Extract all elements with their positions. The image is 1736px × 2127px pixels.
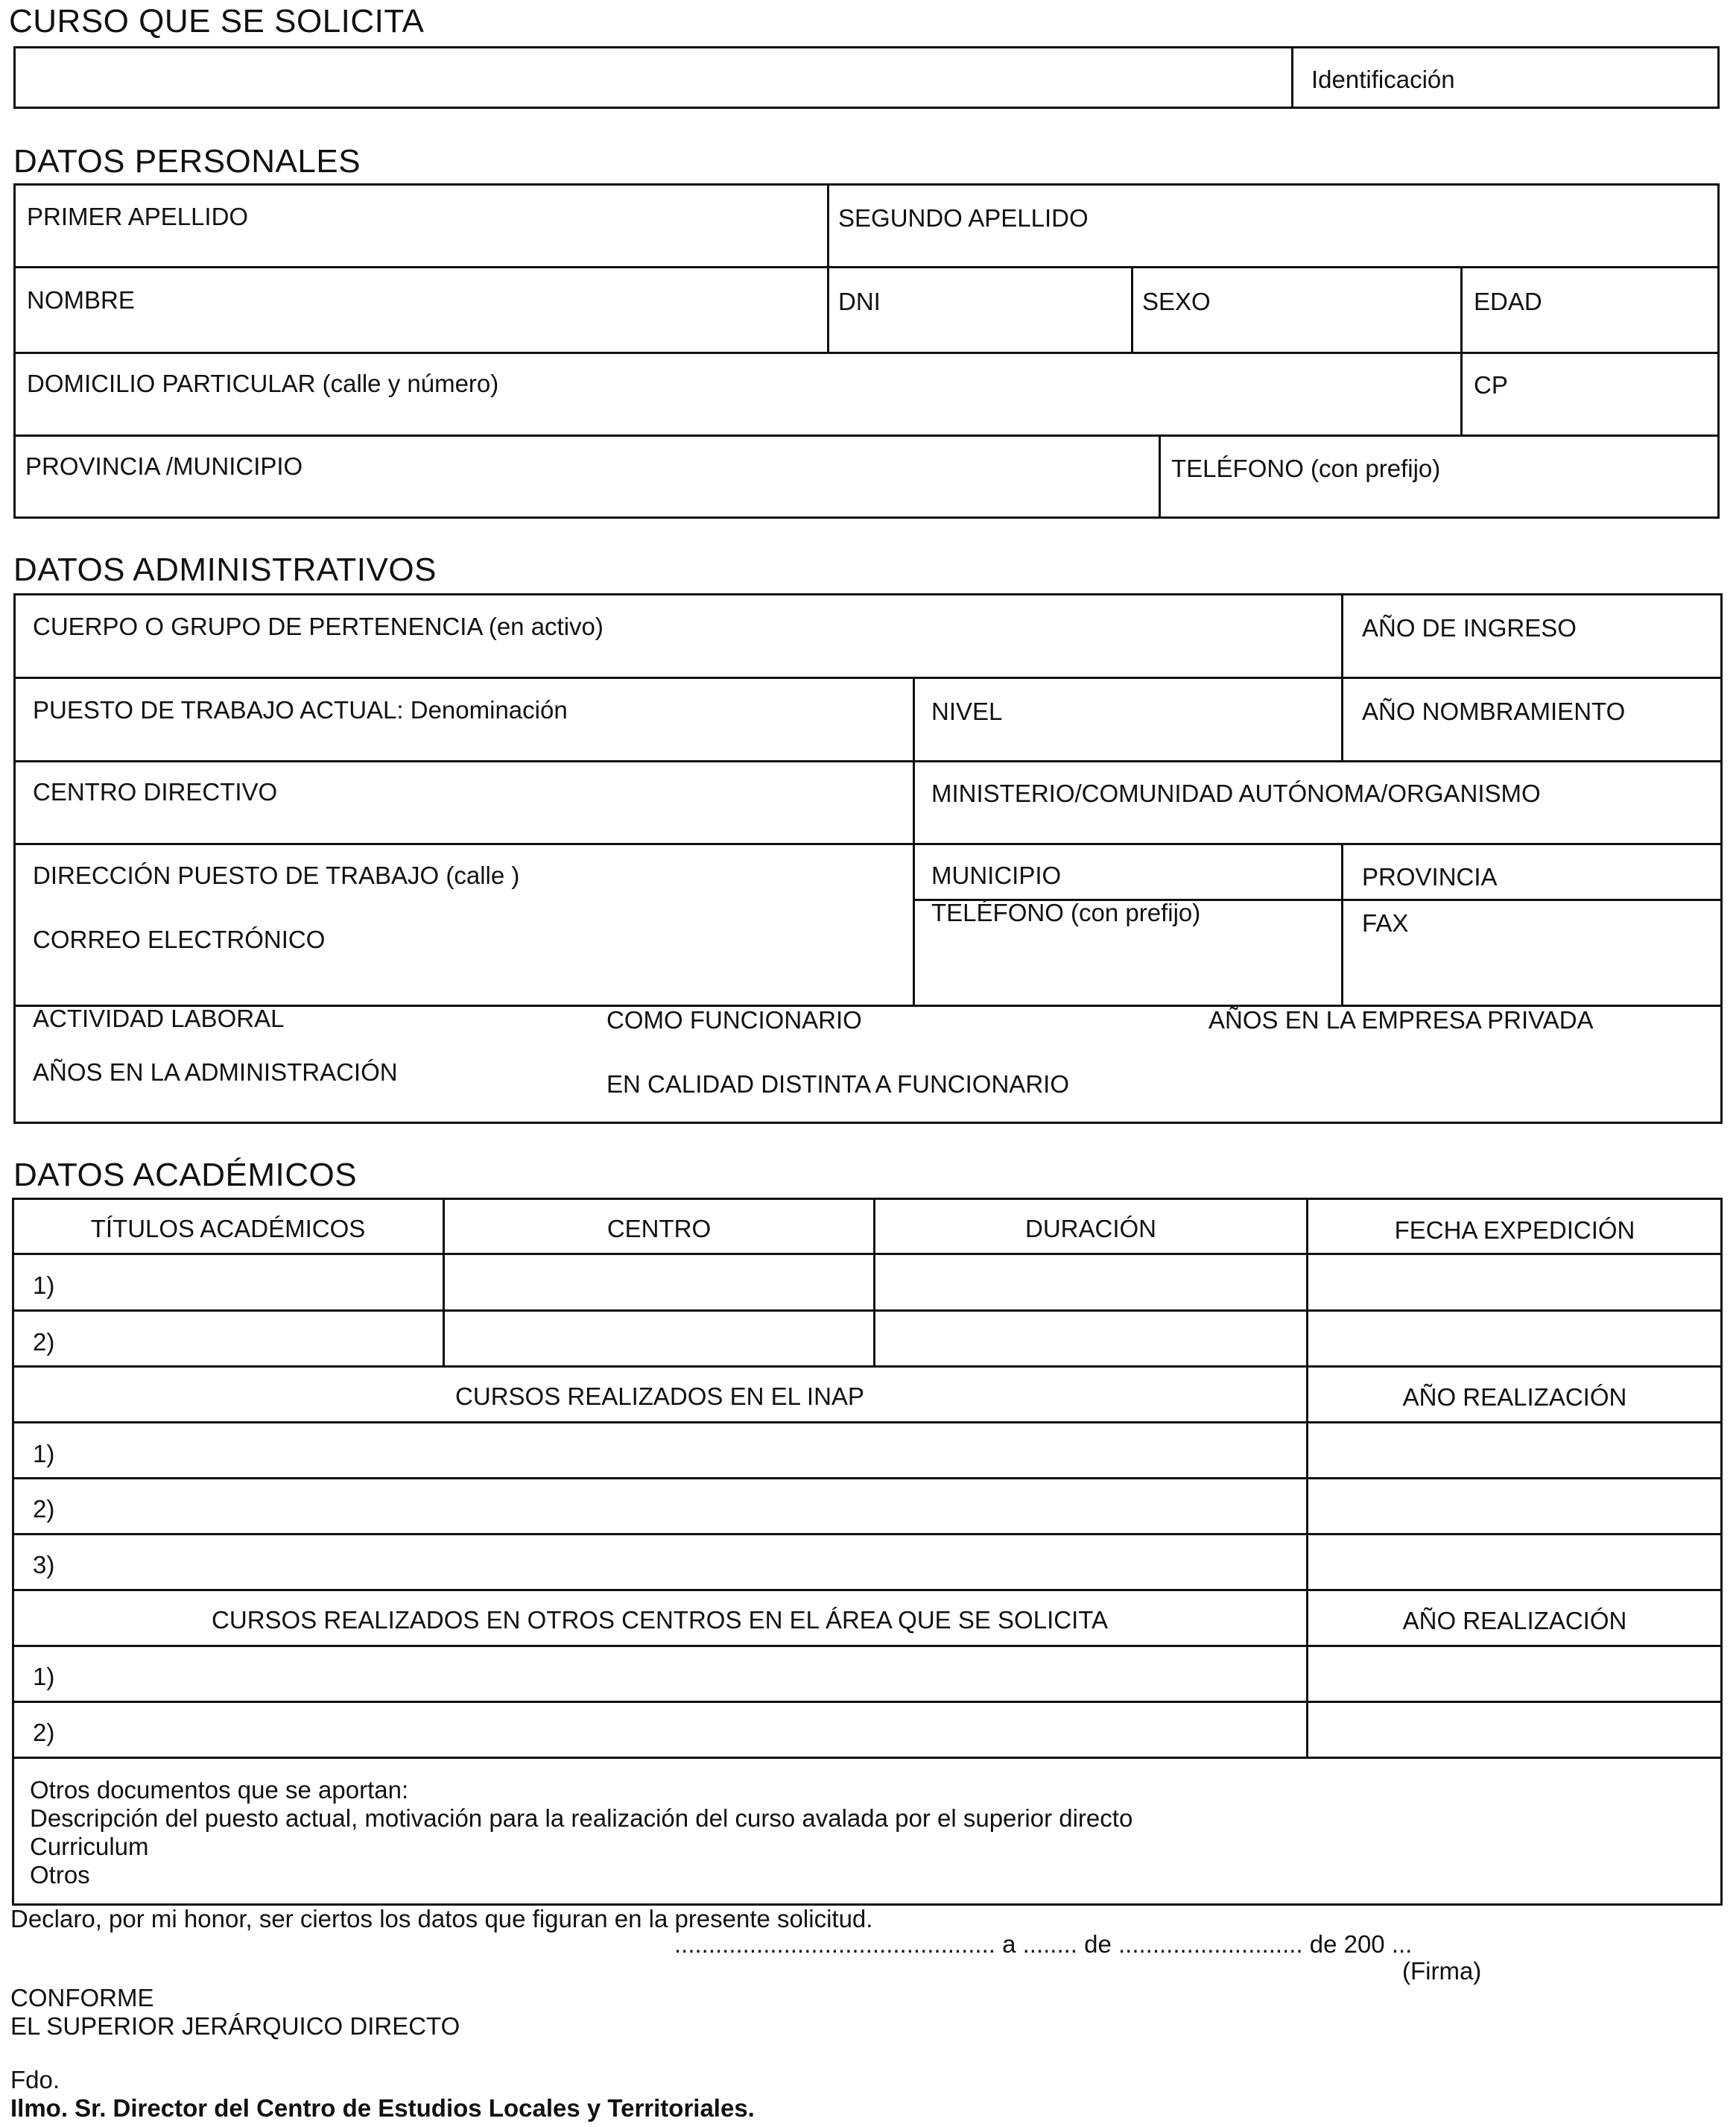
- anios-administracion-label: AÑOS EN LA ADMINISTRACIÓN: [33, 1058, 398, 1086]
- documentos-otros: Otros: [30, 1861, 90, 1889]
- calidad-distinta-label: EN CALIDAD DISTINTA A FUNCIONARIO: [606, 1070, 1069, 1098]
- anio-realizacion-header: AÑO REALIZACIÓN: [1402, 1383, 1627, 1411]
- datos-academicos-heading: DATOS ACADÉMICOS: [13, 1157, 358, 1193]
- como-funcionario-label: COMO FUNCIONARIO: [606, 1006, 862, 1034]
- documentos-intro: Otros documentos que se aportan:: [30, 1776, 409, 1804]
- titulo-row[interactable]: [14, 1255, 1720, 1309]
- row-number: 2): [33, 1328, 55, 1356]
- row-number: 1): [33, 1271, 55, 1299]
- inap-row[interactable]: [14, 1535, 1720, 1587]
- nivel-label: NIVEL: [931, 698, 1003, 725]
- titulo-row[interactable]: [14, 1312, 1720, 1364]
- anios-empresa-privada-label: AÑOS EN LA EMPRESA PRIVADA: [1208, 1006, 1594, 1034]
- otros-centros-row[interactable]: [14, 1647, 1720, 1699]
- correo-label: CORREO ELECTRÓNICO: [33, 926, 326, 953]
- documentos-curriculum: Curriculum: [30, 1833, 149, 1860]
- fdo-label: Fdo.: [10, 2066, 60, 2093]
- cuerpo-label: CUERPO O GRUPO DE PERTENENCIA (en activo): [33, 613, 604, 640]
- col-centro-header: CENTRO: [606, 1215, 712, 1242]
- divider: [1291, 46, 1293, 109]
- curso-field[interactable]: [13, 46, 1720, 109]
- col-duracion-header: DURACIÓN: [1024, 1215, 1156, 1242]
- sexo-label: SEXO: [1142, 288, 1211, 315]
- puesto-label: PUESTO DE TRABAJO ACTUAL: Denominación: [33, 696, 568, 724]
- primer-apellido-label: PRIMER APELLIDO: [27, 203, 249, 230]
- centro-directivo-label: CENTRO DIRECTIVO: [33, 778, 278, 806]
- row-number: 2): [33, 1719, 55, 1746]
- firma-label: (Firma): [1402, 1957, 1482, 1985]
- fecha-firma-line[interactable]: ............................................... a ........ de ........................... de 200 ...: [674, 1930, 1413, 1958]
- director-label: Ilmo. Sr. Director del Centro de Estudios Locales y Territoriales.: [10, 2094, 755, 2122]
- nombre-label: NOMBRE: [27, 286, 135, 314]
- inap-row[interactable]: [14, 1479, 1720, 1532]
- conforme-label: CONFORME: [10, 1984, 154, 2011]
- col-fecha-header: FECHA EXPEDICIÓN: [1394, 1216, 1635, 1244]
- municipio-label: MUNICIPIO: [931, 862, 1062, 889]
- cp-label: CP: [1474, 371, 1508, 399]
- telefono-trabajo-label: TELÉFONO (con prefijo): [931, 899, 1201, 926]
- provincia-label: PROVINCIA: [1362, 863, 1498, 891]
- curso-heading: CURSO QUE SE SOLICITA: [9, 3, 425, 39]
- anio-ingreso-label: AÑO DE INGRESO: [1362, 614, 1577, 642]
- domicilio-label: DOMICILIO PARTICULAR (calle y número): [27, 370, 499, 397]
- otros-centros-header: CURSOS REALIZADOS EN OTROS CENTROS EN EL ÁREA QUE SE SOLICITA: [212, 1606, 1108, 1634]
- superior-label: EL SUPERIOR JERÁRQUICO DIRECTO: [10, 2012, 460, 2040]
- row-number: 1): [33, 1663, 55, 1690]
- declaracion-text: Declaro, por mi honor, ser ciertos los datos que figuran en la presente solicitud.: [10, 1905, 873, 1932]
- documentos-descripcion: Descripción del puesto actual, motivación para la realización del curso avalada por el superior directo: [30, 1804, 1133, 1832]
- edad-label: EDAD: [1474, 288, 1542, 315]
- row-number: 3): [33, 1551, 55, 1578]
- fax-label: FAX: [1362, 909, 1409, 937]
- dni-label: DNI: [838, 288, 881, 315]
- actividad-laboral-label: ACTIVIDAD LABORAL: [33, 1005, 285, 1032]
- telefono-personal-label: TELÉFONO (con prefijo): [1171, 455, 1441, 482]
- provincia-municipio-label: PROVINCIA /MUNICIPIO: [25, 452, 303, 480]
- ministerio-label: MINISTERIO/COMUNIDAD AUTÓNOMA/ORGANISMO: [931, 780, 1541, 807]
- anio-realizacion-header: AÑO REALIZACIÓN: [1402, 1607, 1627, 1634]
- datos-administrativos-heading: DATOS ADMINISTRATIVOS: [13, 551, 437, 588]
- datos-personales-heading: DATOS PERSONALES: [13, 143, 361, 180]
- segundo-apellido-label: SEGUNDO APELLIDO: [838, 204, 1089, 232]
- inap-header: CURSOS REALIZADOS EN EL INAP: [455, 1382, 864, 1410]
- direccion-label: DIRECCIÓN PUESTO DE TRABAJO (calle ): [33, 862, 520, 889]
- row-number: 1): [33, 1440, 55, 1467]
- nombre-field[interactable]: [16, 270, 826, 350]
- anio-nombramiento-label: AÑO NOMBRAMIENTO: [1362, 698, 1626, 725]
- identificacion-label: Identificación: [1311, 66, 1455, 93]
- inap-row[interactable]: [14, 1423, 1720, 1476]
- row-number: 2): [33, 1495, 55, 1523]
- col-titulos-header: TÍTULOS ACADÉMICOS: [90, 1215, 366, 1242]
- otros-centros-row[interactable]: [14, 1703, 1720, 1755]
